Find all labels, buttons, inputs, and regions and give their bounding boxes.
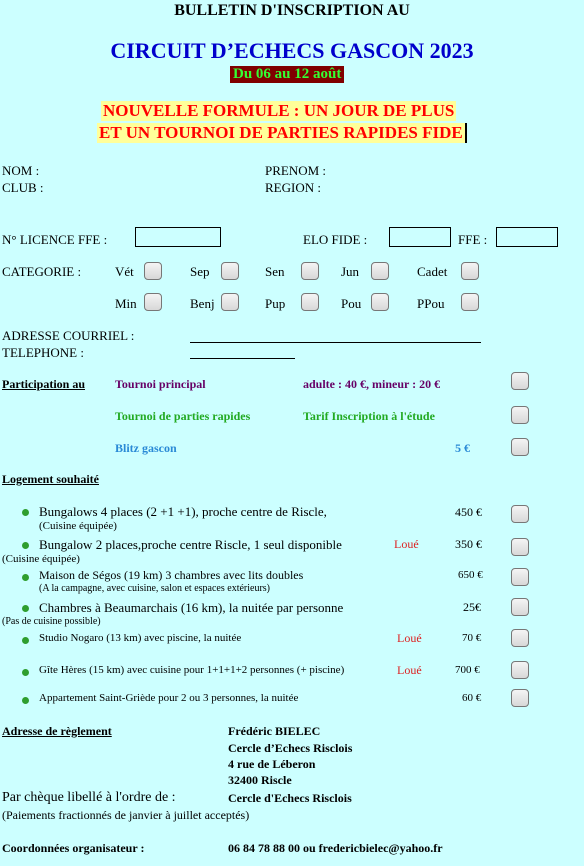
event-title: CIRCUIT D’ECHECS GASCON 2023 xyxy=(110,38,474,63)
main-tournament-checkbox[interactable] xyxy=(511,372,529,390)
category-min-checkbox[interactable] xyxy=(144,293,162,311)
logement-item-price: 450 € xyxy=(455,505,482,519)
category-min: Min xyxy=(115,296,137,311)
elo-label: ELO FIDE : xyxy=(303,232,368,247)
logement-item-price: 70 € xyxy=(462,632,482,644)
payment-fractions: (Paiements fractionnés de janvier à juillet acceptés) xyxy=(2,808,250,822)
logement-item-text: Gîte Hères (15 km) avec cuisine pour 1+1+1+2 personnes (+ piscine) xyxy=(39,664,345,676)
main-tournament-price: adulte : 40 €, mineur : 20 € xyxy=(303,377,441,391)
logement-item-text: Bungalows 4 places (2 +1 +1), proche centre de Riscle, xyxy=(39,504,327,519)
phone-label: TELEPHONE : xyxy=(2,345,84,360)
payment-street: 4 rue de Léberon xyxy=(228,757,316,771)
club-label: CLUB : xyxy=(2,180,44,195)
organizer-contact: 06 84 78 88 00 ou fredericbielec@yahoo.fr xyxy=(228,841,443,855)
formula-line-2: ET UN TOURNOI DE PARTIES RAPIDES FIDE xyxy=(97,123,467,143)
ffe-field[interactable] xyxy=(496,227,558,247)
payment-city: 32400 Riscle xyxy=(228,773,292,787)
email-field-line[interactable] xyxy=(190,342,481,343)
blitz-price: 5 € xyxy=(455,441,470,455)
bullet-icon xyxy=(22,697,29,704)
phone-field-line[interactable] xyxy=(190,358,295,359)
logement-item-text: Maison de Ségos (19 km) 3 chambres avec lits doubles xyxy=(39,568,304,582)
rapid-tournament-checkbox[interactable] xyxy=(511,406,529,424)
logement-item-status: Loué xyxy=(397,631,422,645)
payment-club: Cercle d’Echecs Risclois xyxy=(228,741,353,755)
category-pou-checkbox[interactable] xyxy=(371,293,389,311)
category-sep-checkbox[interactable] xyxy=(221,262,239,280)
rapid-tournament-name: Tournoi de parties rapides xyxy=(115,409,251,423)
logement-item-price: 25€ xyxy=(463,600,481,614)
bullet-icon xyxy=(22,637,29,644)
blitz-checkbox[interactable] xyxy=(511,438,529,456)
logement-item-status: Loué xyxy=(397,663,422,677)
logement-item-sub: (Pas de cuisine possible) xyxy=(2,616,101,627)
participation-heading: Participation au xyxy=(2,377,85,391)
formula-line-1: NOUVELLE FORMULE : UN JOUR DE PLUS xyxy=(103,101,455,120)
blitz-name: Blitz gascon xyxy=(115,441,177,455)
logement-item-checkbox[interactable] xyxy=(511,689,529,707)
payment-name: Frédéric BIELEC xyxy=(228,724,321,738)
logement-item-checkbox[interactable] xyxy=(511,598,529,616)
category-pup: Pup xyxy=(265,296,286,311)
licence-label: N° LICENCE FFE : xyxy=(2,232,108,247)
category-cadet-checkbox[interactable] xyxy=(461,262,479,280)
logement-item-sub: (A la campagne, avec cuisine, salon et espaces extérieurs) xyxy=(39,583,271,594)
logement-item-sub: (Cuisine équipée) xyxy=(39,520,117,532)
category-vet: Vét xyxy=(115,264,134,279)
category-vet-checkbox[interactable] xyxy=(144,262,162,280)
organizer-label: Coordonnées organisateur : xyxy=(2,841,145,855)
rapid-tournament-price: Tarif Inscription à l'étude xyxy=(303,409,435,423)
bullet-icon xyxy=(22,605,29,612)
ffe-label: FFE : xyxy=(458,232,488,247)
licence-field[interactable] xyxy=(135,227,221,247)
category-ppou-checkbox[interactable] xyxy=(461,293,479,311)
nom-label: NOM : xyxy=(2,163,40,178)
category-pou: Pou xyxy=(341,296,362,311)
bullet-icon xyxy=(22,669,29,676)
logement-item-checkbox[interactable] xyxy=(511,568,529,586)
category-cadet: Cadet xyxy=(417,264,448,279)
logement-item-text: Bungalow 2 places,proche centre Riscle, 1 seul disponible xyxy=(39,537,342,552)
categorie-label: CATEGORIE : xyxy=(2,264,82,279)
logement-item-checkbox[interactable] xyxy=(511,505,529,523)
logement-item-checkbox[interactable] xyxy=(511,538,529,556)
category-sep: Sep xyxy=(190,264,210,279)
email-label: ADRESSE COURRIEL : xyxy=(2,328,135,343)
event-dates: Du 06 au 12 août xyxy=(230,66,344,83)
cheque-payee: Cercle d'Echecs Risclois xyxy=(228,791,352,805)
payment-heading: Adresse de règlement xyxy=(2,724,112,738)
logement-item-price: 700 € xyxy=(455,664,480,676)
category-sen-checkbox[interactable] xyxy=(301,262,319,280)
category-jun: Jun xyxy=(341,264,360,279)
logement-heading: Logement souhaité xyxy=(2,472,99,486)
main-tournament-name: Tournoi principal xyxy=(115,377,206,391)
logement-item-text: Appartement Saint-Griède pour 2 ou 3 personnes, la nuitée xyxy=(39,692,299,704)
category-ppou: PPou xyxy=(417,296,445,311)
logement-item-sub: (Cuisine équipée) xyxy=(2,553,80,565)
cheque-label: Par chèque libellé à l'ordre de : xyxy=(2,790,176,805)
logement-item-price: 350 € xyxy=(455,537,482,551)
category-benj: Benj xyxy=(190,296,215,311)
category-pup-checkbox[interactable] xyxy=(301,293,319,311)
logement-item-price: 60 € xyxy=(462,692,482,704)
logement-item-checkbox[interactable] xyxy=(511,629,529,647)
category-jun-checkbox[interactable] xyxy=(371,262,389,280)
logement-item-checkbox[interactable] xyxy=(511,661,529,679)
prenom-label: PRENOM : xyxy=(265,163,327,178)
logement-item-status: Loué xyxy=(394,537,419,551)
category-benj-checkbox[interactable] xyxy=(221,293,239,311)
logement-item-text: Studio Nogaro (13 km) avec piscine, la nuitée xyxy=(39,632,242,644)
bullet-icon xyxy=(22,574,29,581)
bullet-icon xyxy=(22,509,29,516)
category-sen: Sen xyxy=(265,264,285,279)
region-label: REGION : xyxy=(265,180,321,195)
logement-item-price: 650 € xyxy=(458,569,483,581)
bullet-icon xyxy=(22,542,29,549)
logement-item-text: Chambres à Beaumarchais (16 km), la nuitée par personne xyxy=(39,600,344,615)
elo-field[interactable] xyxy=(389,227,451,247)
bulletin-heading: BULLETIN D'INSCRIPTION AU xyxy=(174,2,410,19)
